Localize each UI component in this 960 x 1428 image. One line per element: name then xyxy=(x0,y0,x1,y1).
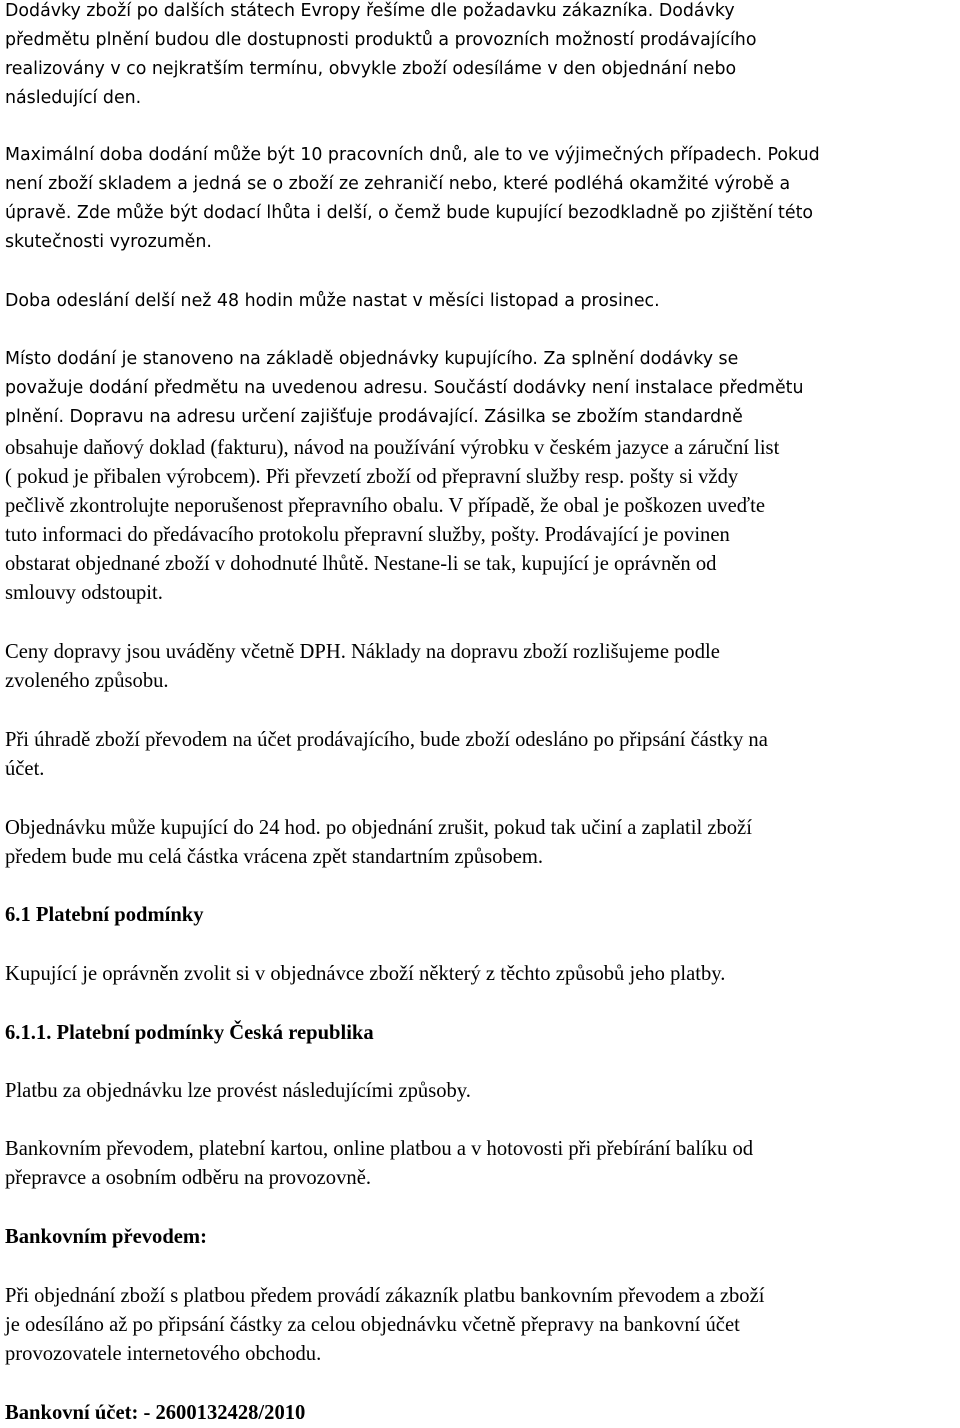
text-line: účet. xyxy=(5,758,45,780)
text-line: plnění. Dopravu na adresu určení zajišťuje prodávající. Zásilka se zbožím standardně xyxy=(5,407,743,427)
text-line: úpravě. Zde může být dodací lhůta i delší, o čemž bude kupující bezodkladně po zjištění této xyxy=(5,203,814,223)
paragraph-delivery-place xyxy=(5,345,804,432)
text-line: Při objednání zboží s platbou předem provádí zákazník platbu bankovním převodem a zboží xyxy=(5,1285,765,1307)
paragraph-delivery-europe xyxy=(5,0,756,113)
text-line: skutečnosti vyrozuměn. xyxy=(5,232,212,252)
heading-text: 6.1 Platební podmínky xyxy=(5,904,204,926)
text-line: smlouvy odstoupit. xyxy=(5,582,163,604)
paragraph-order-cancellation xyxy=(5,814,752,872)
bank-account-number xyxy=(5,1399,305,1428)
text-line: Místo dodání je stanoveno na základě objednávky kupujícího. Za splnění dodávky se xyxy=(5,349,739,369)
text-line: pečlivě zkontrolujte neporušenost přepravního obalu. V případě, že obal je poškozen uveďte xyxy=(5,495,765,517)
text-line: tuto informaci do předávacího protokolu přepravní služby, pošty. Prodávající je povinen xyxy=(5,524,730,546)
paragraph-bank-transfer-details xyxy=(5,1282,764,1369)
text-line: Doba odeslání delší než 48 hodin může nastat v měsíci listopad a prosinec. xyxy=(5,291,660,311)
text-line: realizovány v co nejkratším termínu, obvykle zboží odesíláme v den objednání nebo xyxy=(5,59,737,79)
paragraph-shipping-delay xyxy=(5,287,660,316)
paragraph-payment-choice xyxy=(5,960,725,989)
text-line: Objednávku může kupující do 24 hod. po objednání zrušit, pokud tak učiní a zaplatil zboží xyxy=(5,817,752,839)
text-line: ( pokud je přibalen výrobcem). Při převzetí zboží od přepravní služby resp. pošty si vždy xyxy=(5,466,739,488)
heading-text: 6.1.1. Platební podmínky Česká republika xyxy=(5,1022,374,1044)
text-line: obstarat objednané zboží v dohodnuté lhůtě. Nestane-li se tak, kupující je oprávněn od xyxy=(5,553,717,575)
text-line: Dodávky zboží po dalších státech Evropy řešíme dle požadavku zákazníka. Dodávky xyxy=(5,1,735,21)
text-line: obsahuje daňový doklad (fakturu), návod na používání výrobku v českém jazyce a záruční list xyxy=(5,437,780,459)
text-line: Bankovním převodem, platební kartou, online platbou a v hotovosti při přebírání balíku od xyxy=(5,1138,754,1160)
paragraph-package-contents xyxy=(5,434,779,608)
paragraph-payment-methods-intro xyxy=(5,1077,471,1106)
text-line: přepravce a osobním odběru na provozovně. xyxy=(5,1167,371,1189)
text-line: předem bude mu celá částka vrácena zpět standartním způsobem. xyxy=(5,846,544,868)
text-line: je odesíláno až po připsání částky za celou objednávku včetně přepravy na bankovní účet xyxy=(5,1314,740,1336)
heading-bank-transfer xyxy=(5,1223,207,1252)
paragraph-max-delivery-time xyxy=(5,141,820,257)
text-line: provozovatele internetového obchodu. xyxy=(5,1343,322,1365)
text-line: Ceny dopravy jsou uváděny včetně DPH. Náklady na dopravu zboží rozlišujeme podle xyxy=(5,641,720,663)
heading-text: Bankovním převodem: xyxy=(5,1226,207,1248)
text-line: Platbu za objednávku lze provést následujícími způsoby. xyxy=(5,1080,471,1102)
text-line: Při úhradě zboží převodem na účet prodávajícího, bude zboží odesláno po připsání částky na xyxy=(5,729,768,751)
text-line: následující den. xyxy=(5,88,142,108)
text-line: Kupující je oprávněn zvolit si v objednávce zboží některý z těchto způsobů jeho platby. xyxy=(5,963,726,985)
heading-payment-terms xyxy=(5,901,204,930)
paragraph-shipping-prices xyxy=(5,638,720,696)
paragraph-bank-transfer-payment xyxy=(5,726,768,784)
text-line: Maximální doba dodání může být 10 pracovních dnů, ale to ve výjimečných případech. Pokud xyxy=(5,145,820,165)
text-line: zvoleného způsobu. xyxy=(5,670,169,692)
heading-text: Bankovní účet: - 2600132428/2010 xyxy=(5,1402,306,1424)
paragraph-payment-methods xyxy=(5,1135,753,1193)
heading-payment-terms-cz xyxy=(5,1019,374,1048)
text-line: předmětu plnění budou dle dostupnosti produktů a provozních možností prodávajícího xyxy=(5,30,757,50)
text-line: není zboží skladem a jedná se o zboží ze zehraničí nebo, které podléhá okamžité výrobě a xyxy=(5,174,791,194)
text-line: považuje dodání předmětu na uvedenou adresu. Součástí dodávky není instalace předmětu xyxy=(5,378,804,398)
